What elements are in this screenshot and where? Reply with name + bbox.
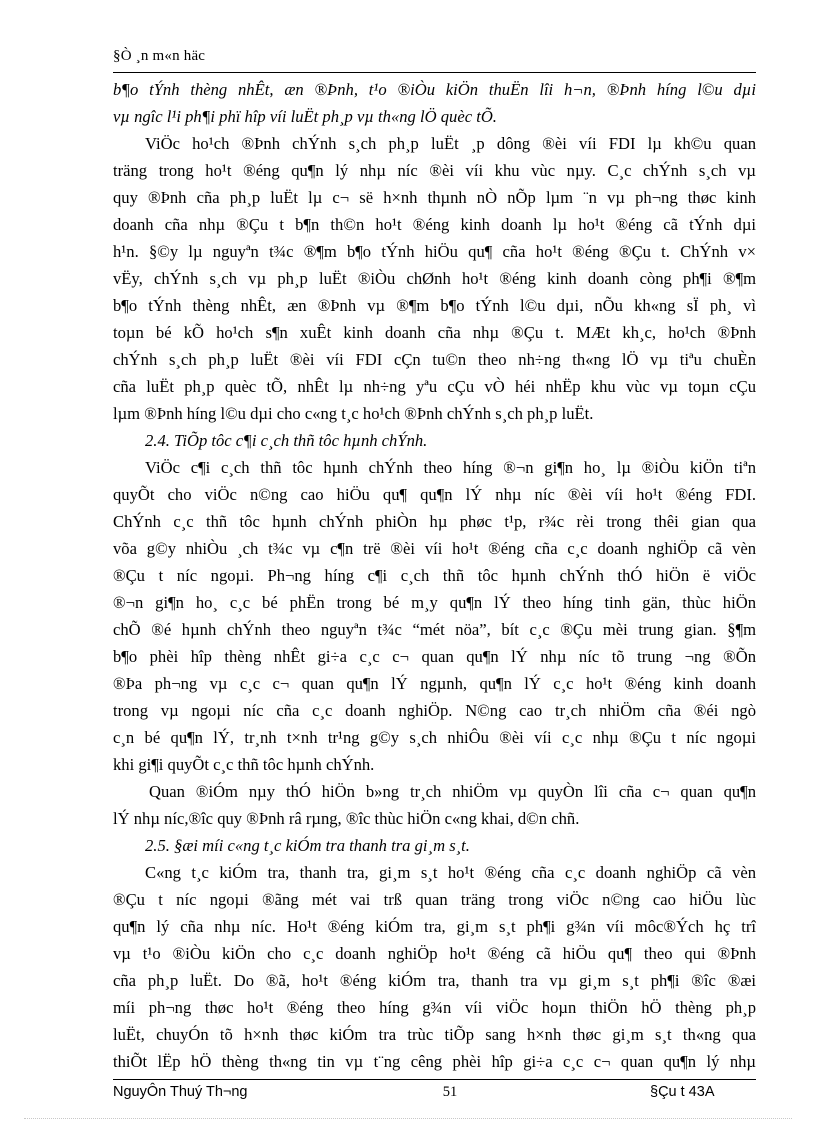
text-line: chÝnh s¸ch ph¸p luËt ®èi víi FDI cÇn tu©n theo nh÷ng th«ng lÖ vµ tiªu chuÈn — [113, 350, 756, 369]
text-line: ViÖc c¶i c¸ch thñ tôc hµnh chÝnh theo híng ®¬n gi¶n ho¸ lµ ®iÒu kiÖn tiªn — [145, 458, 756, 477]
text-line: quyÕt cho viÖc n©ng cao hiÖu qu¶ qu¶n lÝ nhµ níc ®èi víi ho¹t ®éng FDI. — [113, 485, 756, 504]
footer-class: §Çu t 43A — [650, 1084, 715, 1100]
text-line: míi ph¬ng thøc ho¹t ®éng theo híng g¾n víi viÖc hoµn thiÖn hÖ thèng ph¸p — [113, 998, 756, 1017]
text-line: ViÖc ho¹ch ®Þnh chÝnh s¸ch ph¸p luËt ¸p dông ®èi víi FDI lµ kh©u quan — [145, 134, 756, 153]
footer-author: NguyÔn Thuý Th¬ng — [113, 1084, 248, 1100]
text-line: ®Çu t níc ngoµi. Ph¬ng híng c¶i c¸ch thñ tôc hµnh chÝnh thÓ hiÖn ë viÖc — [113, 566, 756, 585]
text-line: võa g©y nhiÒu ¸ch t¾c vµ c¶n trë ®èi víi ho¹t ®éng cña c¸c doanh nghiÖp cã vèn — [113, 539, 756, 558]
text-line: ®Çu t níc ngoµi ®ãng mét vai trß quan träng trong viÖc n©ng cao hiÖu lùc — [113, 890, 756, 909]
text-line: lÝ nhµ níc,®îc quy ®Þnh râ rµng, ®îc thùc hiÖn c«ng khai, d©n chñ. — [113, 809, 580, 828]
text-line: b¶o phèi hîp thèng nhÊt gi÷a c¸c c¬ quan qu¶n lÝ nhµ níc tõ trung ¬ng ®Õn — [113, 647, 756, 666]
text-line: cña ph¸p luËt. Do ®ã, ho¹t ®éng kiÓm tra, thanh tra vµ gi¸m s¸t ph¶i ®îc ®æi — [113, 971, 756, 990]
text-line: träng trong ho¹t ®éng qu¶n lý nhµ níc ®èi víi khu vùc nµy. C¸c chÝnh s¸ch vµ — [113, 161, 756, 180]
text-line: thiÕt lËp hÖ thèng th«ng tin vµ t¨ng cêng phèi hîp gi÷a c¸c c¬ quan qu¶n lý nhµ — [113, 1052, 756, 1071]
text-line: doanh cña nhµ ®Çu t b¶n th©n ho¹t ®éng kinh doanh lµ ho¹t ®éng cã tÝnh dµi — [113, 215, 756, 234]
text-line: vµ t¹o ®iÒu kiÖn cho c¸c doanh nghiÖp ho¹t ®éng cã hiÖu qu¶ theo qui ®Þnh — [113, 944, 756, 963]
section-heading-2-5: 2.5. §æi míi c«ng t¸c kiÓm tra thanh tra gi¸m s¸t. — [145, 836, 470, 855]
page-header: §Ò ¸n m«n häc — [113, 48, 206, 64]
text-line: khi gi¶i quyÕt c¸c thñ tôc hµnh chÝnh. — [113, 755, 375, 774]
header-divider — [113, 72, 756, 73]
page-edge-divider — [24, 1118, 792, 1119]
text-line: chÕ ®é hµnh chÝnh theo nguyªn t¾c “mét nöa”, bít c¸c ®Çu mèi trung gian. §¶m — [113, 620, 756, 639]
text-line: luËt, chuyÓn tõ h×nh thøc kiÓm tra trùc tiÕp sang h×nh thøc gi¸m s¸t th«ng qua — [113, 1025, 756, 1044]
text-line: toµn bé kÕ ho¹ch s¶n xuÊt kinh doanh cña nhµ ®Çu t. MÆt kh¸c, ho¹ch ®Þnh — [113, 323, 756, 342]
text-line: vËy, chÝnh s¸ch vµ ph¸p luËt ®iÒu chØnh ho¹t ®éng kinh doanh còng ph¶i ®¶m — [113, 269, 756, 288]
text-line: cña luËt ph¸p quèc tÕ, nhÊt lµ nh÷ng yªu cÇu vÒ héi nhËp khu vùc vµ toµn cÇu — [113, 377, 756, 396]
section-heading-2-4: 2.4. TiÕp tôc c¶i c¸ch thñ tôc hµnh chÝnh. — [145, 431, 428, 450]
text-line: qu¶n lý cña nhµ níc. Ho¹t ®éng kiÓm tra, gi¸m s¸t ph¶i g¾n víi môc®Ých hç trî — [113, 917, 756, 936]
page-number: 51 — [442, 1084, 458, 1100]
text-line: Quan ®iÓm nµy thÓ hiÖn b»ng tr¸ch nhiÖm vµ quyÒn lîi cña c¬ quan qu¶n — [149, 782, 756, 801]
text-line: b¶o tÝnh thèng nhÊt, æn ®Þnh vµ ®¶m b¶o tÝnh l©u dµi, nÕu kh«ng sÏ ph¸ vì — [113, 296, 756, 315]
text-line: vµ ngîc l¹i ph¶i phï hîp víi luËt ph¸p vµ th«ng lÖ quèc tÕ. — [113, 107, 497, 126]
text-line: ®¬n gi¶n ho¸ c¸c bé phËn trong bé m¸y qu¶n lÝ theo híng tinh gän, thùc hiÖn — [113, 593, 756, 612]
text-line: ®Þa ph¬ng vµ c¸c c¬ quan qu¶n lÝ ngµnh, qu¶n lÝ c¸c ho¹t ®éng kinh doanh — [113, 674, 756, 693]
text-line: quy ®Þnh cña ph¸p luËt lµ c¬ së h×nh thµnh nÒ nÕp lµm ¨n vµ ph¬ng thøc kinh — [113, 188, 756, 207]
text-line: h¹n. §©y lµ nguyªn t¾c ®¶m b¶o tÝnh hiÖu qu¶ cña ho¹t ®éng ®Çu t. ChÝnh v× — [113, 242, 756, 261]
text-line: trong vµ ngoµi níc cña c¸c doanh nghiÖp. N©ng cao tr¸ch nhiÖm cña ®éi ngò — [113, 701, 756, 720]
text-line: ChÝnh c¸c thñ tôc hµnh chÝnh phiÒn hµ phøc t¹p, r¾c rèi trong thêi gian qua — [113, 512, 756, 531]
text-line: c¸n bé qu¶n lÝ, tr¸nh t×nh tr¹ng g©y s¸ch nhiÔu ®èi víi c¸c nhµ ®Çu t níc ngoµi — [113, 728, 756, 747]
text-line: C«ng t¸c kiÓm tra, thanh tra, gi¸m s¸t ho¹t ®éng cña c¸c doanh nghiÖp cã vèn — [145, 863, 756, 882]
text-line: lµm ®Þnh híng l©u dµi cho c«ng t¸c ho¹ch ®Þnh chÝnh s¸ch ph¸p luËt. — [113, 404, 594, 423]
text-line: b¶o tÝnh thèng nhÊt, æn ®Þnh, t¹o ®iÒu kiÖn thuËn lîi h¬n, ®Þnh híng l©u dµi — [113, 80, 756, 99]
footer-divider — [113, 1079, 756, 1080]
